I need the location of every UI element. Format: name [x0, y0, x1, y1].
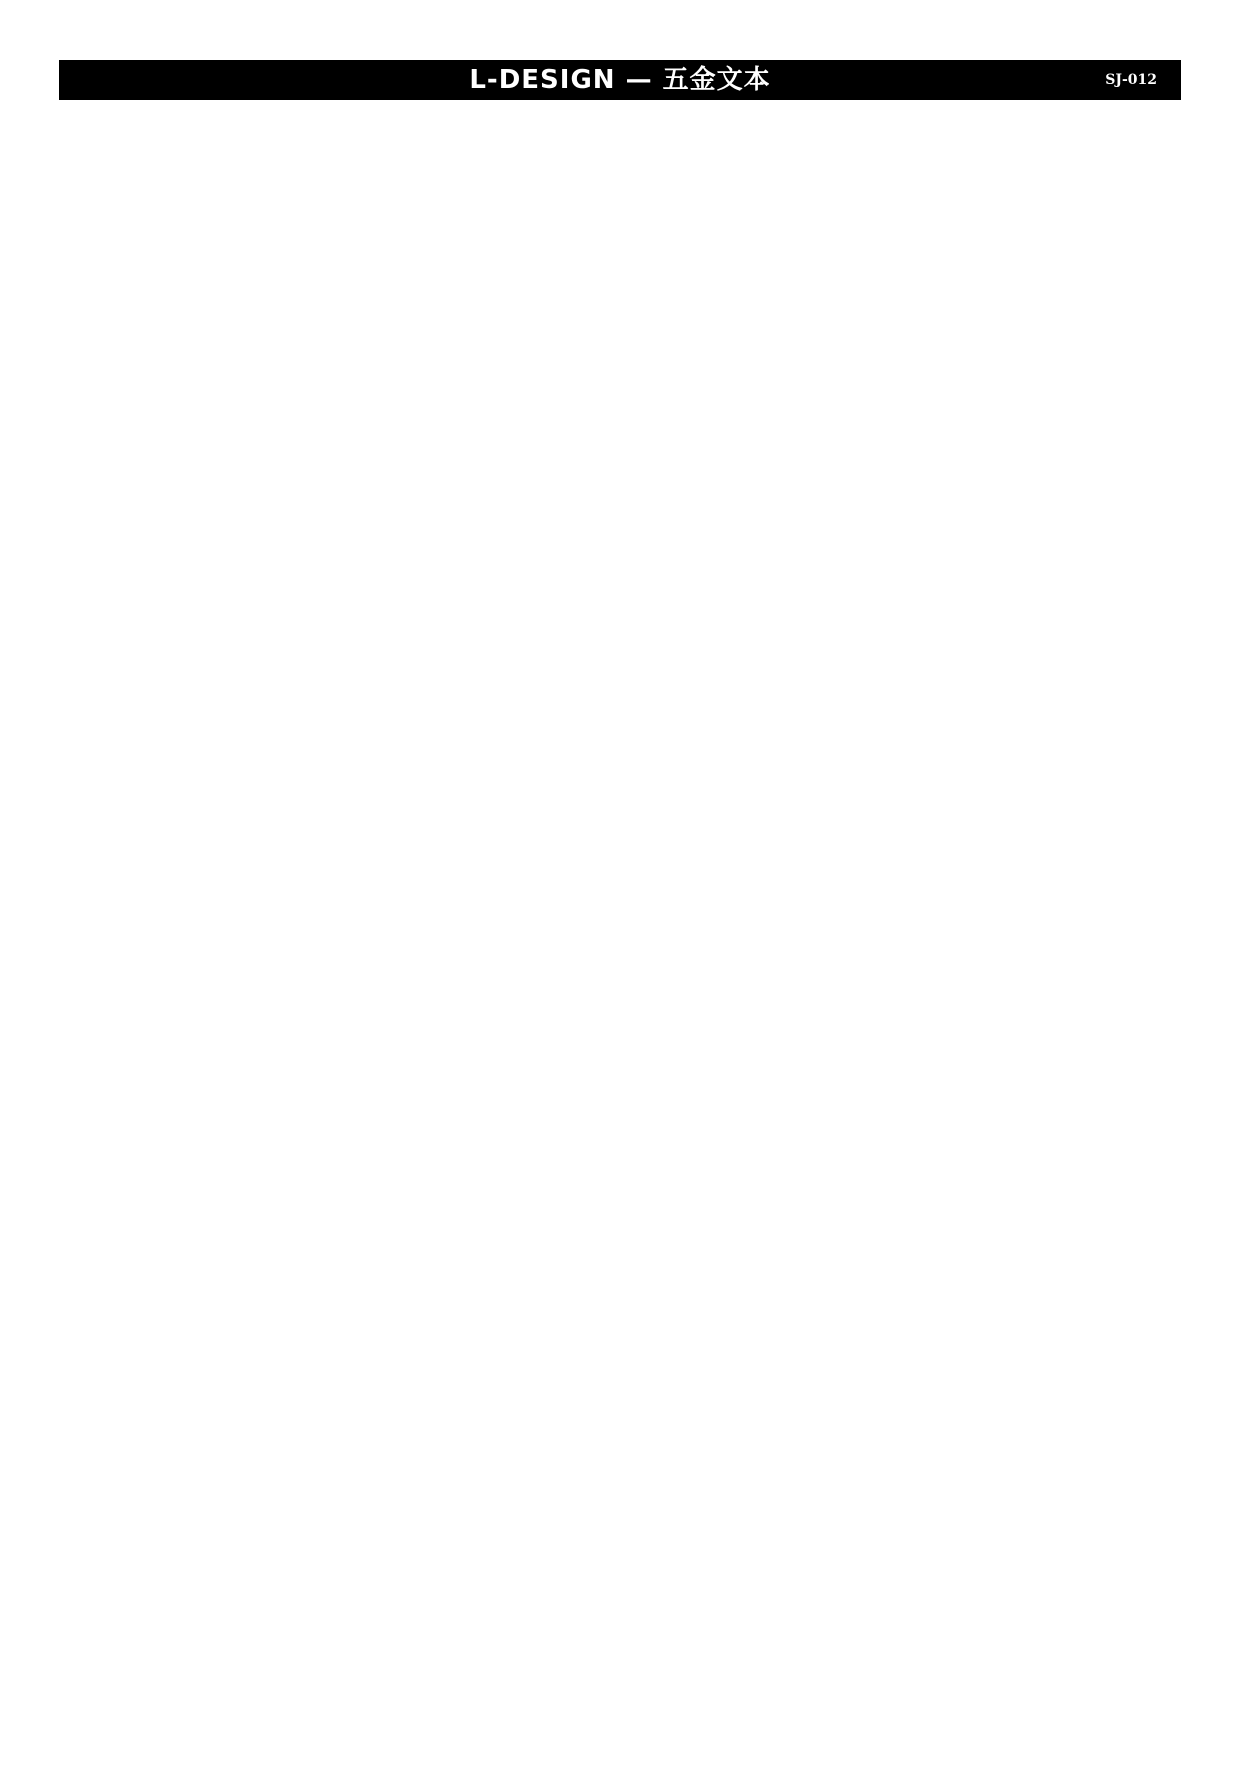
title-bar: [59, 60, 1181, 100]
document-title: L-DESIGN — 五金文本: [469, 65, 771, 95]
document-code: SJ-012: [1105, 72, 1157, 88]
